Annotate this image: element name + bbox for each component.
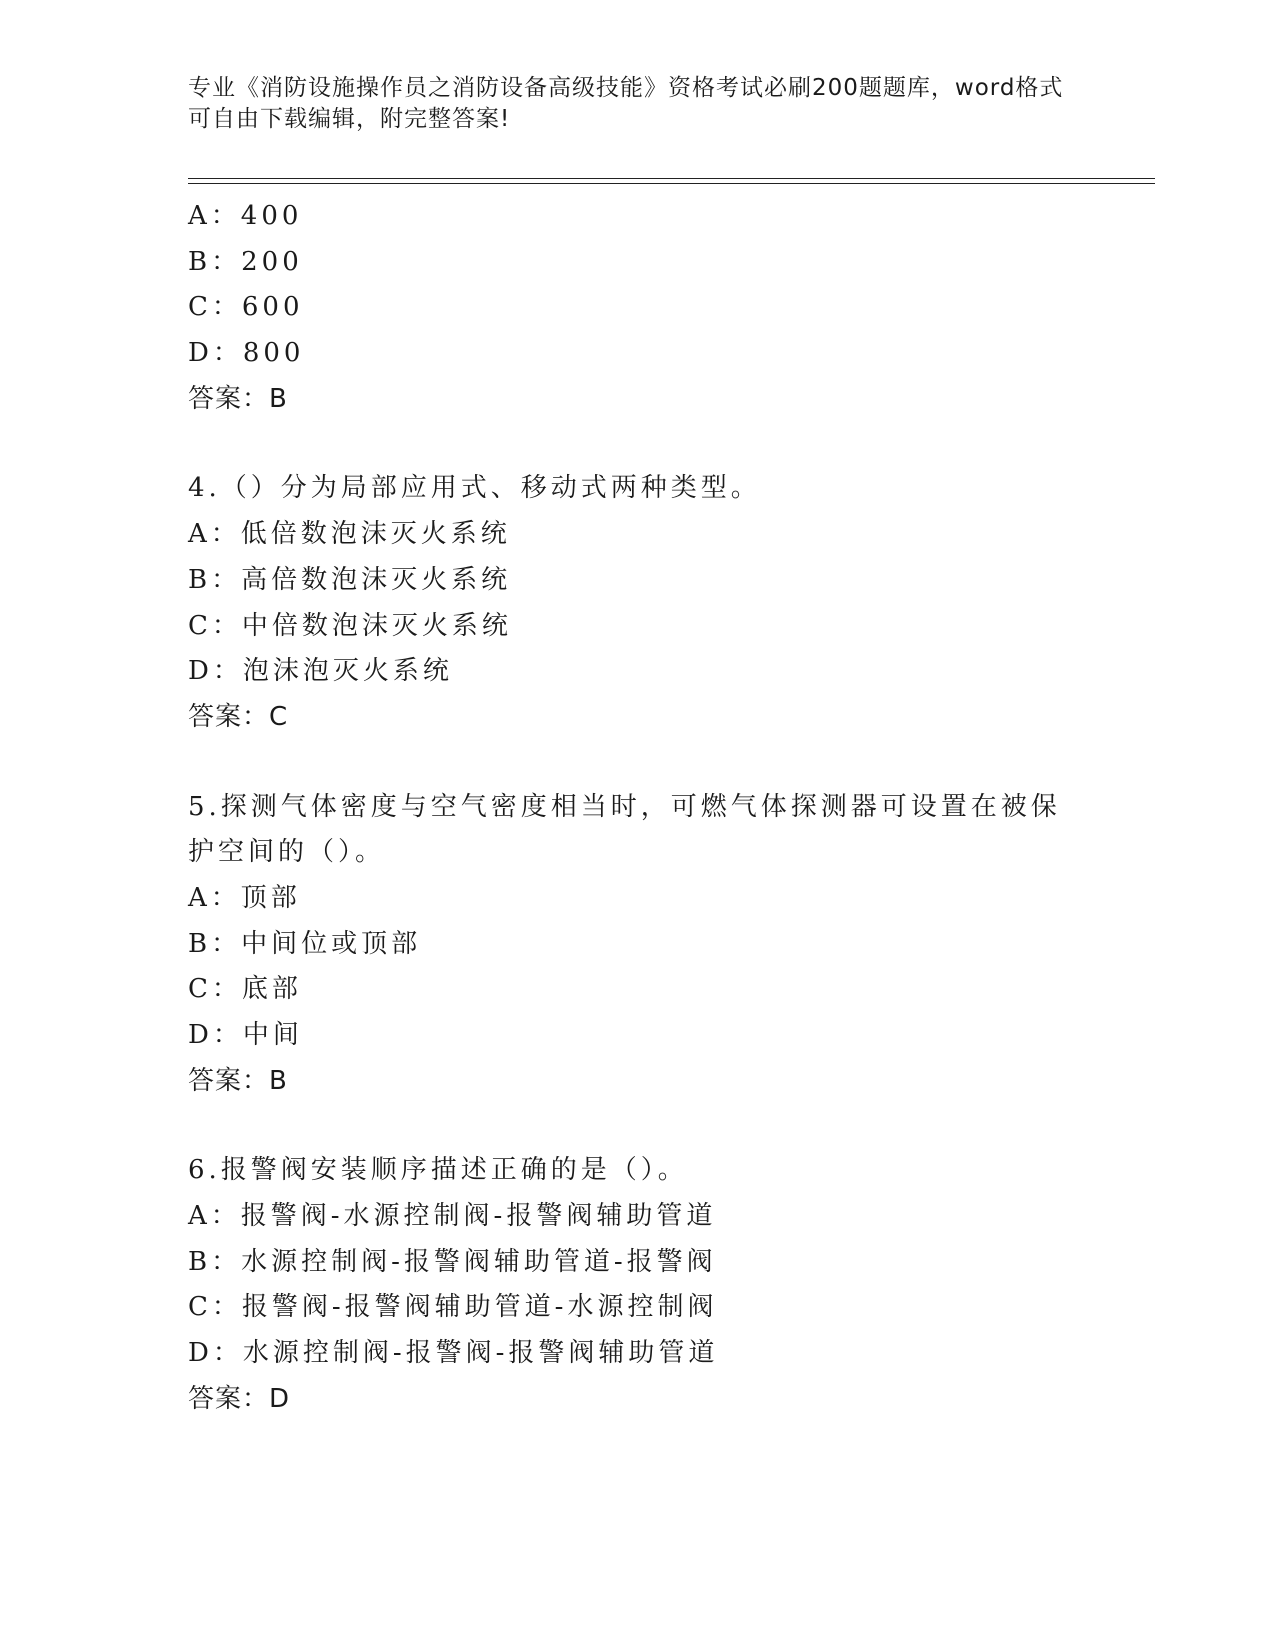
option-b: B：中间位或顶部 [188,928,422,959]
answer: 答案：D [188,1383,291,1414]
question-stem: 5.探测气体密度与空气密度相当时，可燃气体探测器可设置在被保护空间的（）。 [188,791,1061,868]
option-a: A：顶部 [188,882,301,913]
option-a: A：400 [188,201,303,231]
question-stem: 6.报警阀安装顺序描述正确的是（）。 [188,1155,688,1186]
option-d: D：水源控制阀-报警阀-报警阀辅助管道 [188,1338,719,1369]
option-c: C：中倍数泡沫灭火系统 [188,610,512,641]
header-rule-top [188,178,1155,179]
option-a: A：低倍数泡沫灭火系统 [188,519,511,550]
question-3-fragment [188,194,1088,422]
document-header: 专业《消防设施操作员之消防设备高级技能》资格考试必刷200题题库，word格式可自由下载编辑，附完整答案! [188,75,1064,132]
question-list [188,194,1088,1423]
option-b: B：水源控制阀-报警阀辅助管道-报警阀 [188,1246,717,1277]
option-c: C：底部 [188,974,302,1005]
header-rule-bottom [188,183,1155,184]
option-d: D：中间 [188,1020,303,1051]
question-5 [188,785,1088,1105]
spacer [188,1104,1088,1148]
answer: 答案：B [188,383,288,414]
option-d: D：800 [188,338,305,369]
option-c: C：报警阀-报警阀辅助管道-水源控制阀 [188,1292,718,1323]
option-d: D：泡沫泡灭火系统 [188,656,453,687]
option-b: B：200 [188,246,303,277]
answer: 答案：B [188,1065,288,1096]
spacer [188,741,1088,785]
question-stem: 4.（）分为局部应用式、移动式两种类型。 [188,473,761,504]
spacer [188,422,1088,466]
question-6 [188,1148,1088,1422]
answer: 答案：C [188,701,289,732]
option-c: C：600 [188,292,304,323]
option-a: A：报警阀-水源控制阀-报警阀辅助管道 [188,1201,717,1232]
option-b: B：高倍数泡沫灭火系统 [188,564,512,595]
question-4 [188,466,1088,740]
